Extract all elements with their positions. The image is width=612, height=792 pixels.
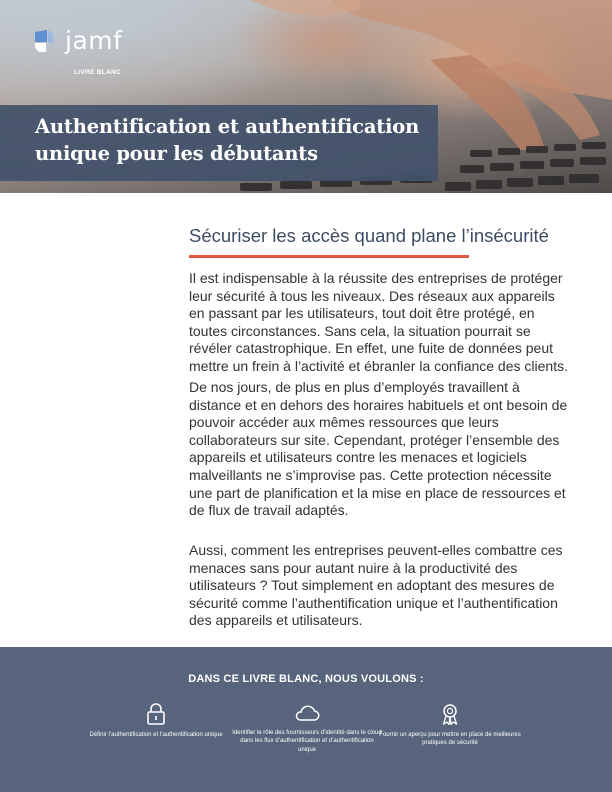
paragraph-text: Il est indispensable à la réussite des entreprises de protéger leur sécurité à tous les niveaux. Des réseaux aux appareils en passant par les utilisateurs, tout doit être protégé, en toutes circonstances. Sans cela, la situation pourrait se révéler catastrophique. En effet, une fuite de données peut mettre un frein à l’activité et ébranler la confiance des clients.: [189, 270, 568, 374]
paragraph-text: Aussi, comment les entreprises peuvent-elles combattre ces menaces sans pour autant nuire à la productivité des utilisateurs ? Tout simplement en adoptant des mesures de sécurité comme l’authentification unique et l’authentification des appareils et utilisateurs.: [189, 542, 563, 629]
accent-divider: [189, 255, 469, 258]
title-line-2: unique pour les débutants: [35, 142, 318, 165]
body-paragraph-2: [189, 379, 574, 520]
goals-band: [0, 647, 612, 792]
body-paragraph-3: [189, 542, 574, 630]
goal-text: Fournir un aperçu pour mettre en place de meilleures pratiques de sécurité: [379, 732, 521, 747]
body-paragraph-1: [189, 270, 574, 376]
cloud-icon: [294, 703, 320, 723]
goal-item: [375, 703, 525, 748]
page-title: [35, 113, 438, 167]
hero-banner: [0, 0, 612, 193]
goal-text: Identifier le rôle des fournisseurs d’identité dans le cloud dans les flux d’authentification et d’authentification unique: [232, 730, 382, 753]
goal-text: Définir l’authentification et l’authentification unique: [89, 732, 223, 738]
logo-wordmark: jamf: [65, 26, 123, 55]
title-line-1: Authentification et authentification: [35, 115, 420, 138]
award-ribbon-icon: [440, 703, 460, 725]
padlock-icon: [146, 703, 166, 725]
jamf-logo-icon: [35, 30, 57, 52]
section-subtitle: Sécuriser les accès quand plane l’insécurité: [189, 225, 549, 246]
goal-item: [81, 703, 231, 739]
paragraph-text: De nos jours, de plus en plus d’employés travaillent à distance et en dehors des horaires habituels et ont besoin de pouvoir accéder aux mêmes ressources que leurs collaborateurs sur site. Cependant, protéger l’ensemble des appareils et utilisateurs contre les menaces et logiciels malveillants ne s’improvise pas. Cette protection nécessite une part de planification et la mise en place de ressources et de flux de travail adaptés.: [189, 379, 568, 519]
title-banner: [0, 105, 438, 181]
document-type-label: LIVRE BLANC: [74, 69, 121, 76]
goals-heading: DANS CE LIVRE BLANC, NOUS VOULONS :: [188, 673, 424, 685]
goal-item: [232, 703, 382, 754]
